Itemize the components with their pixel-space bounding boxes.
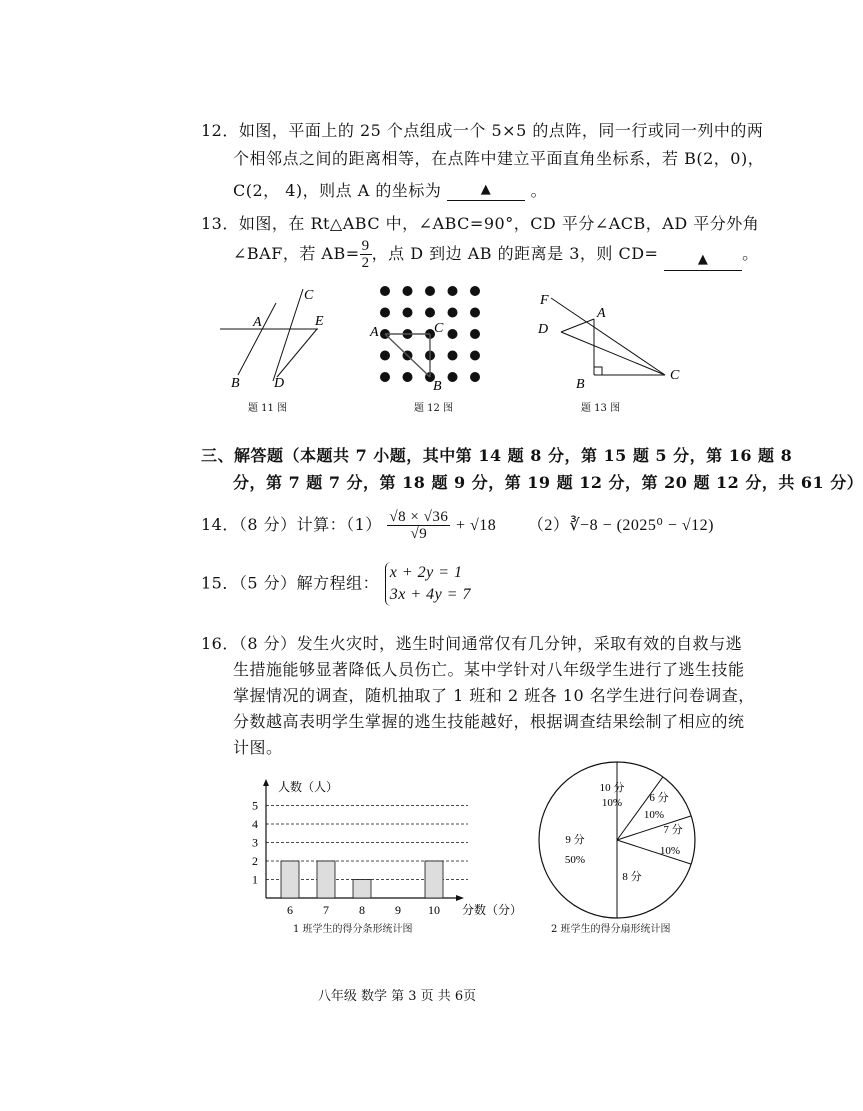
lattice-dot	[380, 308, 390, 318]
lattice-dot	[403, 308, 413, 318]
bar-chart-x-tick: 9	[395, 903, 401, 917]
lattice-dot	[380, 286, 390, 296]
q13-frac-denominator: 2	[361, 255, 370, 271]
lattice-dot	[470, 308, 480, 318]
lattice-dot	[380, 351, 390, 361]
pie-chart-caption: 2 班学生的得分扇形统计图	[551, 924, 671, 935]
figure-13	[532, 278, 692, 390]
bar-chart-x-tick: 6	[287, 903, 293, 917]
pie-chart-slice-label: 10 分	[599, 782, 625, 794]
lattice-dot	[403, 286, 413, 296]
fig13-label-d: D	[538, 322, 549, 337]
q16-line1: 16．（8 分）发生火灾时，逃生时间通常仅有几分钟，采取有效的自救与逃	[201, 634, 743, 653]
q15-eq2: 3x + 4y = 7	[389, 586, 472, 603]
fig13-label-f: F	[540, 293, 549, 308]
lattice-dot	[380, 372, 390, 382]
q14-head: 14．（8 分）计算：（1）	[201, 515, 382, 534]
q13-line2-text-b: ，点 D 到边 AB 的距离是 3，则 CD=	[371, 244, 659, 263]
q16-line2: 生措施能够显著降低人员伤亡。某中学针对八年级学生进行了逃生技能	[233, 660, 745, 679]
q14-part1-denominator: √9	[410, 526, 428, 542]
fig11-label-d: D	[274, 376, 285, 391]
bar-chart-y-tick: 3	[252, 835, 258, 850]
bar-chart-bar	[353, 880, 371, 899]
q13-line2-text-a: ∠BAF，若 AB=	[233, 244, 360, 263]
lattice-dot	[470, 329, 480, 339]
q13-frac-numerator: 9	[361, 238, 370, 254]
q15-equation-system	[385, 562, 471, 606]
bar-chart-y-tick: 2	[252, 854, 258, 868]
bar-chart-y-label: 人数（人）	[278, 780, 339, 794]
q14-line	[201, 509, 714, 542]
q13-line1: 13．如图，在 Rt△ABC 中，∠ABC=90°，CD 平分∠ACB，AD 平分外角	[201, 214, 760, 233]
bar-chart-y-tick: 5	[252, 798, 258, 813]
q14-part1-tail: + √18	[455, 517, 497, 534]
bar-chart-bar	[281, 861, 299, 898]
bar-chart-y-tick: 1	[252, 872, 258, 887]
figure-13-caption: 题 13 图	[581, 403, 621, 414]
q12-line1: 12．如图，平面上的 25 个点组成一个 5×5 的点阵，同一行或同一列中的两	[201, 121, 764, 140]
bar-chart-y-arrow	[263, 779, 269, 786]
lattice-dot	[448, 372, 458, 382]
section-3-line2: 分，第 7 题 7 分，第 18 题 9 分，第 19 题 12 分，第 20 题 12 分，共 61 分）	[233, 473, 863, 492]
q12-answer-blank[interactable]: ▲	[447, 182, 525, 201]
bar-chart-x-arrow	[456, 895, 464, 901]
lattice-dot	[403, 372, 413, 382]
q16-line4: 分数越高表明学生掌握的逃生技能越好，根据调查结果绘制了相应的统	[233, 712, 745, 731]
bar-chart-x-tick: 8	[359, 903, 365, 917]
bar-chart-caption: 1 班学生的得分条形统计图	[293, 924, 413, 935]
fig11-label-e: E	[315, 314, 324, 329]
pie-chart-slice-label: 6 分	[649, 792, 669, 804]
pie-chart-slice-label: 8 分	[622, 871, 642, 883]
lattice-dot	[470, 286, 480, 296]
lattice-dot	[448, 329, 458, 339]
lattice-dot	[470, 372, 480, 382]
fig11-label-a: A	[253, 315, 262, 330]
lattice-dot	[425, 308, 435, 318]
q16-line3: 掌握情况的调查，随机抽取了 1 班和 2 班各 10 名学生进行问卷调查，	[233, 686, 755, 705]
bar-chart-y-tick: 4	[252, 817, 258, 831]
q15-head: 15．（5 分）解方程组：	[201, 573, 380, 593]
bar-chart-x-label: 分数（分）	[462, 903, 523, 917]
q13-fraction	[360, 238, 372, 271]
q12-line2: 个相邻点之间的距离相等，在点阵中建立平面直角坐标系，若 B(2，0)，	[233, 149, 765, 168]
pie-chart-slice-percent: 10%	[601, 797, 623, 809]
pie-chart-class2	[532, 758, 712, 918]
fig13-label-a: A	[597, 306, 606, 321]
figure-11-caption: 题 11 图	[248, 403, 288, 414]
q12-line3-text: C(2， 4)，则点 A 的坐标为	[233, 181, 442, 200]
q12-line3	[233, 178, 547, 201]
section-3-line1: 三、解答题（本题共 7 小题，其中第 14 题 8 分，第 15 题 5 分，第 16 题 8	[201, 446, 793, 465]
q15-line	[201, 562, 471, 606]
lattice-dot	[470, 351, 480, 361]
bar-chart-x-tick: 7	[323, 903, 329, 917]
fig12-label-a: A	[370, 325, 379, 340]
q13-line2	[233, 238, 759, 271]
q14-part1-fraction	[387, 509, 450, 542]
lattice-dot	[448, 351, 458, 361]
fig11-label-c: C	[304, 288, 314, 303]
bar-chart-bar	[425, 861, 443, 898]
lattice-dot	[425, 286, 435, 296]
bar-chart-class1	[240, 776, 523, 936]
pie-chart-slice-percent: 10%	[659, 845, 681, 857]
fig12-label-b: B	[433, 379, 442, 394]
figure-12-caption: 题 12 图	[414, 403, 454, 414]
pie-chart-slice-label: 7 分	[663, 824, 683, 836]
figure-12	[368, 280, 498, 392]
q12-line3-end: 。	[530, 181, 548, 200]
fig11-label-b: B	[231, 376, 240, 391]
lattice-dot	[448, 308, 458, 318]
figure-11	[215, 283, 335, 391]
pie-chart-slice-percent: 50%	[564, 854, 586, 866]
lattice-dot	[448, 286, 458, 296]
q14-part1-numerator: √8 × √36	[389, 509, 449, 525]
q14-part2: （2）∛−8 − (2025⁰ − √12)	[527, 517, 714, 534]
pie-chart-slice-label: 9 分	[565, 834, 585, 846]
bar-chart-bar	[317, 861, 335, 898]
fig12-label-c: C	[434, 321, 444, 336]
q13-answer-blank[interactable]: ▲	[664, 252, 742, 271]
fig13-label-c: C	[670, 368, 680, 383]
q13-line2-end: 。	[742, 244, 759, 263]
pie-chart-slice-percent: 10%	[643, 809, 665, 821]
bar-chart-x-tick: 10	[428, 903, 440, 917]
q16-line5: 计图。	[233, 738, 283, 757]
fig13-label-b: B	[576, 377, 585, 392]
q15-eq1: x + 2y = 1	[389, 564, 463, 581]
page-footer: 八年级 数学 第 3 页 共 6页	[317, 989, 477, 1004]
